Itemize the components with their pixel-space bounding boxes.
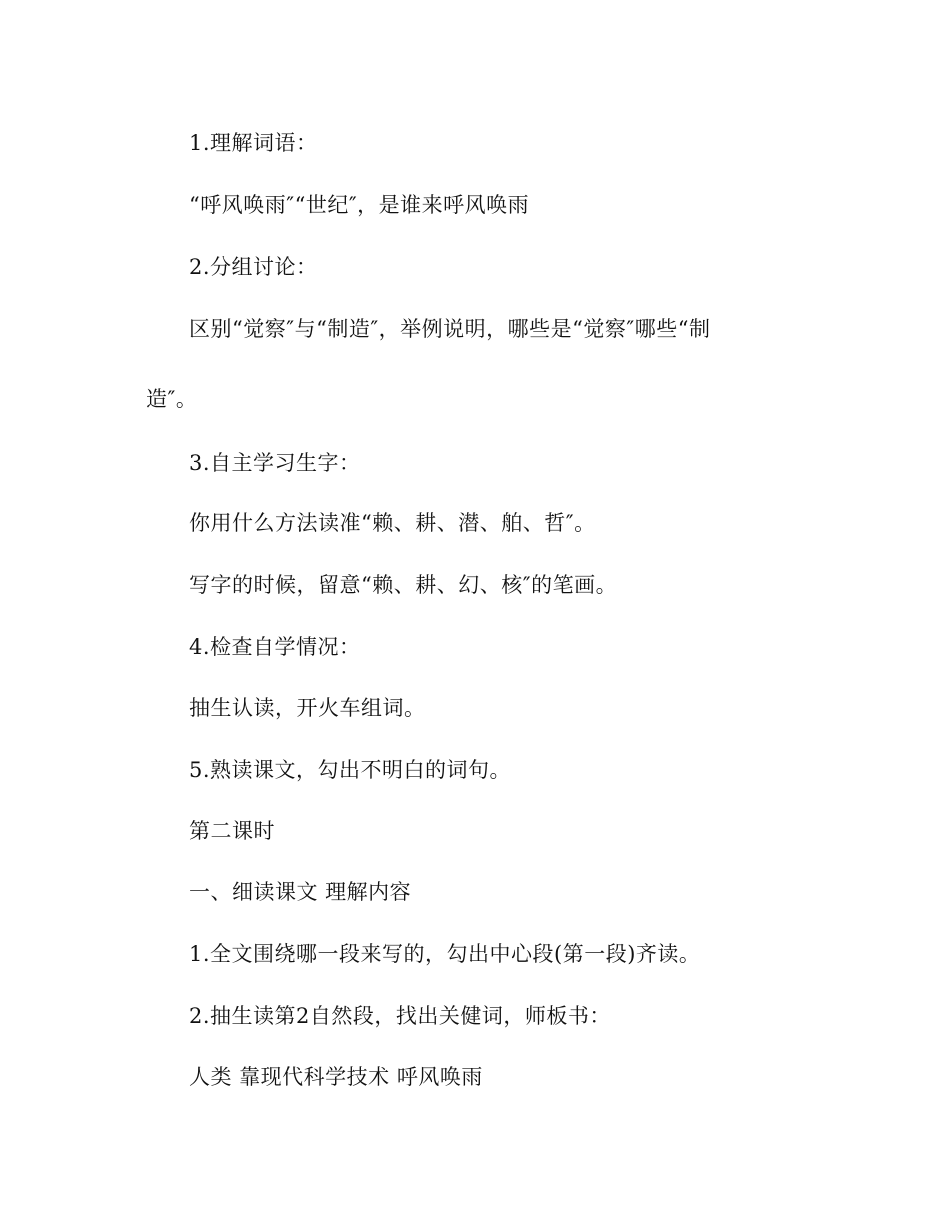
item-4-heading: 4.检查自学情况： bbox=[189, 635, 361, 659]
item-2-heading: 2.分组讨论： bbox=[189, 255, 318, 279]
paragraph-line: 写字的时候，留意“赖、耕、幻、核″的笔画。 bbox=[189, 573, 618, 597]
paragraph-line: 1.全文围绕哪一段来写的，勾出中心段(第一段)齐读。 bbox=[189, 942, 701, 966]
paragraph-line: “呼风唤雨″“世纪″，是谁来呼风唤雨 bbox=[189, 193, 530, 217]
paragraph-line: 区别“觉察″与“制造″，举例说明，哪些是“觉察″哪些“制 bbox=[189, 317, 711, 341]
section-heading: 第二课时 bbox=[189, 819, 275, 843]
paragraph-line-continuation: 造″。 bbox=[146, 387, 198, 411]
item-1-heading: 1.理解词语： bbox=[189, 131, 318, 155]
paragraph-line: 2.抽生读第2自然段，找出关健词，师板书： bbox=[189, 1004, 611, 1028]
paragraph-line: 抽生认读，开火车组词。 bbox=[189, 696, 426, 720]
paragraph-line: 你用什么方法读准“赖、耕、潜、舶、哲″。 bbox=[189, 511, 596, 535]
item-3-heading: 3.自主学习生字： bbox=[189, 451, 361, 475]
subsection-heading: 一、细读课文 理解内容 bbox=[189, 880, 412, 904]
item-5-heading: 5.熟读课文，勾出不明白的词句。 bbox=[189, 758, 512, 782]
paragraph-line: 人类 靠现代科学技术 呼风唤雨 bbox=[189, 1065, 483, 1089]
